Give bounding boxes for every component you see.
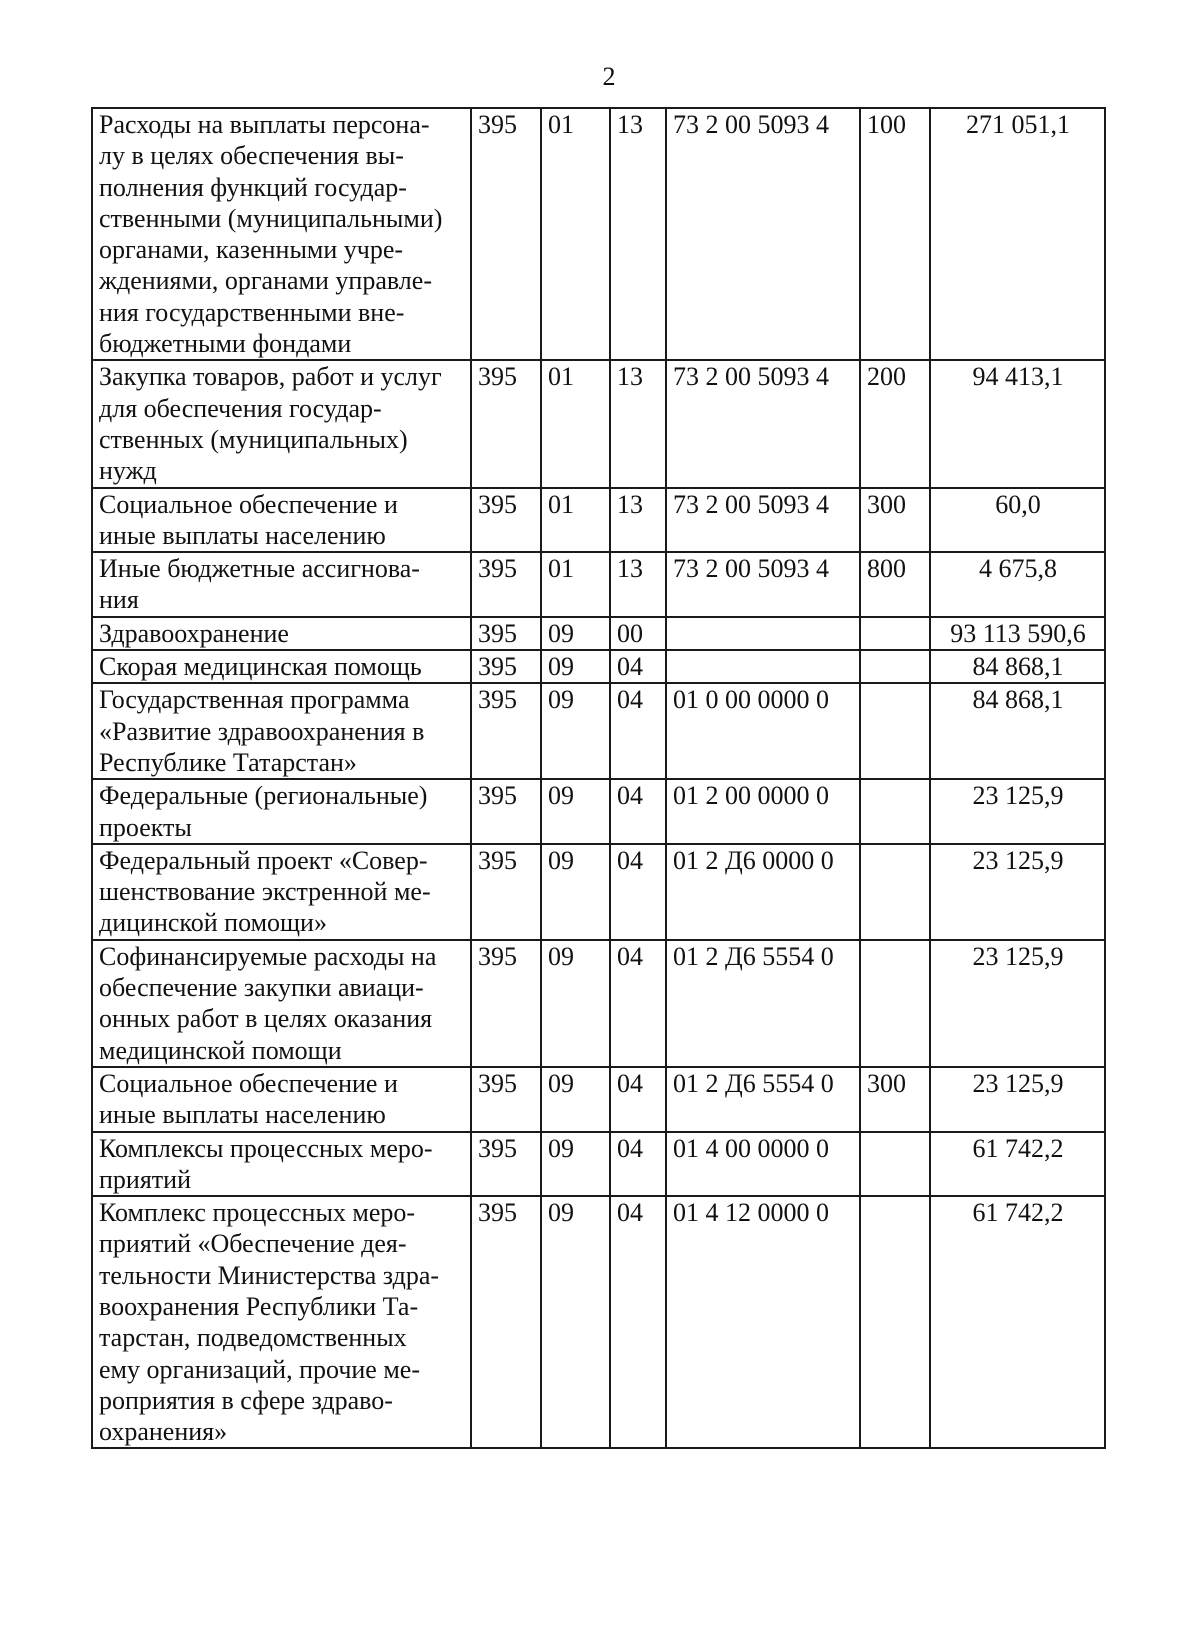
table-row — [92, 1196, 1105, 1448]
expense-type-cell: 100 — [860, 108, 930, 360]
amount-cell: 271 051,1 — [930, 108, 1105, 360]
subsection-code-cell: 04 — [610, 779, 666, 844]
table-row — [92, 617, 1105, 650]
expense-type-cell — [860, 844, 930, 940]
amount-cell: 84 868,1 — [930, 650, 1105, 683]
expense-type-cell — [860, 1132, 930, 1197]
ministry-code-cell: 395 — [471, 1132, 541, 1197]
amount-cell: 23 125,9 — [930, 1067, 1105, 1132]
target-article-cell: 01 2 00 0000 0 — [666, 779, 860, 844]
expense-name-cell: Социальное обеспечение и иные выплаты населению — [92, 1067, 471, 1132]
expense-type-cell — [860, 1196, 930, 1448]
expense-type-cell — [860, 617, 930, 650]
amount-cell: 84 868,1 — [930, 683, 1105, 779]
subsection-code-cell: 04 — [610, 1132, 666, 1197]
subsection-code-cell: 13 — [610, 360, 666, 487]
amount-cell: 93 113 590,6 — [930, 617, 1105, 650]
amount-cell: 23 125,9 — [930, 940, 1105, 1067]
expense-name-cell: Софинансируемые расходы на обеспечение закупки авиаци- онных работ в целях оказания медицинской помощи — [92, 940, 471, 1067]
table-row — [92, 108, 1105, 360]
target-article-cell: 01 0 00 0000 0 — [666, 683, 860, 779]
ministry-code-cell: 395 — [471, 488, 541, 553]
target-article-cell: 73 2 00 5093 4 — [666, 488, 860, 553]
section-code-cell: 09 — [541, 650, 610, 683]
section-code-cell: 09 — [541, 617, 610, 650]
table-row — [92, 360, 1105, 487]
subsection-code-cell: 04 — [610, 1196, 666, 1448]
table-row — [92, 779, 1105, 844]
ministry-code-cell: 395 — [471, 1196, 541, 1448]
ministry-code-cell: 395 — [471, 940, 541, 1067]
section-code-cell: 01 — [541, 552, 610, 617]
ministry-code-cell: 395 — [471, 552, 541, 617]
expense-name-cell: Комплекс процессных меро- приятий «Обеспечение дея- тельности Министерства здра- воохранения Республики Та- тарстан, подведомственных ему организаций, прочие ме- роприятия в сфере здраво- охранения» — [92, 1196, 471, 1448]
expense-type-cell: 800 — [860, 552, 930, 617]
expense-name-cell: Закупка товаров, работ и услуг для обеспечения государ- ственных (муниципальных) нужд — [92, 360, 471, 487]
expense-name-cell: Расходы на выплаты персона- лу в целях обеспечения вы- полнения функций государ- ственными (муниципальными) органами, казенными учре- ждениями, органами управле- ния государственными вне- бюджетными фондами — [92, 108, 471, 360]
table-row — [92, 1067, 1105, 1132]
section-code-cell: 01 — [541, 488, 610, 553]
expense-name-cell: Комплексы процессных меро- приятий — [92, 1132, 471, 1197]
subsection-code-cell: 04 — [610, 940, 666, 1067]
section-code-cell: 01 — [541, 108, 610, 360]
table-row — [92, 650, 1105, 683]
expense-name-cell: Государственная программа «Развитие здравоохранения в Республике Татарстан» — [92, 683, 471, 779]
amount-cell: 23 125,9 — [930, 779, 1105, 844]
target-article-cell: 73 2 00 5093 4 — [666, 552, 860, 617]
expense-type-cell — [860, 650, 930, 683]
target-article-cell — [666, 650, 860, 683]
section-code-cell: 09 — [541, 1132, 610, 1197]
table-row — [92, 683, 1105, 779]
table-row — [92, 844, 1105, 940]
subsection-code-cell: 00 — [610, 617, 666, 650]
amount-cell: 61 742,2 — [930, 1196, 1105, 1448]
ministry-code-cell: 395 — [471, 108, 541, 360]
subsection-code-cell: 13 — [610, 488, 666, 553]
amount-cell: 61 742,2 — [930, 1132, 1105, 1197]
section-code-cell: 09 — [541, 844, 610, 940]
page-number: 2 — [602, 62, 616, 91]
table-row — [92, 1132, 1105, 1197]
subsection-code-cell: 04 — [610, 844, 666, 940]
expense-name-cell: Федеральный проект «Совер- шенствование экстренной ме- дицинской помощи» — [92, 844, 471, 940]
target-article-cell: 73 2 00 5093 4 — [666, 360, 860, 487]
subsection-code-cell: 04 — [610, 650, 666, 683]
expense-type-cell: 200 — [860, 360, 930, 487]
table-body — [92, 108, 1105, 1448]
table-row — [92, 488, 1105, 553]
section-code-cell: 09 — [541, 1067, 610, 1132]
amount-cell: 4 675,8 — [930, 552, 1105, 617]
target-article-cell: 01 2 Д6 0000 0 — [666, 844, 860, 940]
budget-table — [91, 107, 1106, 1449]
expense-name-cell: Федеральные (региональные) проекты — [92, 779, 471, 844]
subsection-code-cell: 13 — [610, 552, 666, 617]
section-code-cell: 09 — [541, 1196, 610, 1448]
expense-type-cell: 300 — [860, 1067, 930, 1132]
section-code-cell: 01 — [541, 360, 610, 487]
expense-type-cell — [860, 940, 930, 1067]
ministry-code-cell: 395 — [471, 779, 541, 844]
amount-cell: 94 413,1 — [930, 360, 1105, 487]
section-code-cell: 09 — [541, 779, 610, 844]
expense-type-cell: 300 — [860, 488, 930, 553]
target-article-cell: 01 4 00 0000 0 — [666, 1132, 860, 1197]
ministry-code-cell: 395 — [471, 683, 541, 779]
expense-name-cell: Скорая медицинская помощь — [92, 650, 471, 683]
target-article-cell: 01 4 12 0000 0 — [666, 1196, 860, 1448]
target-article-cell — [666, 617, 860, 650]
target-article-cell: 01 2 Д6 5554 0 — [666, 1067, 860, 1132]
section-code-cell: 09 — [541, 940, 610, 1067]
target-article-cell: 01 2 Д6 5554 0 — [666, 940, 860, 1067]
subsection-code-cell: 13 — [610, 108, 666, 360]
subsection-code-cell: 04 — [610, 683, 666, 779]
subsection-code-cell: 04 — [610, 1067, 666, 1132]
amount-cell: 23 125,9 — [930, 844, 1105, 940]
ministry-code-cell: 395 — [471, 617, 541, 650]
amount-cell: 60,0 — [930, 488, 1105, 553]
expense-name-cell: Иные бюджетные ассигнова- ния — [92, 552, 471, 617]
ministry-code-cell: 395 — [471, 844, 541, 940]
section-code-cell: 09 — [541, 683, 610, 779]
expense-name-cell: Здравоохранение — [92, 617, 471, 650]
ministry-code-cell: 395 — [471, 650, 541, 683]
ministry-code-cell: 395 — [471, 360, 541, 487]
ministry-code-cell: 395 — [471, 1067, 541, 1132]
expense-name-cell: Социальное обеспечение и иные выплаты населению — [92, 488, 471, 553]
table-row — [92, 940, 1105, 1067]
table-row — [92, 552, 1105, 617]
target-article-cell: 73 2 00 5093 4 — [666, 108, 860, 360]
expense-type-cell — [860, 779, 930, 844]
expense-type-cell — [860, 683, 930, 779]
